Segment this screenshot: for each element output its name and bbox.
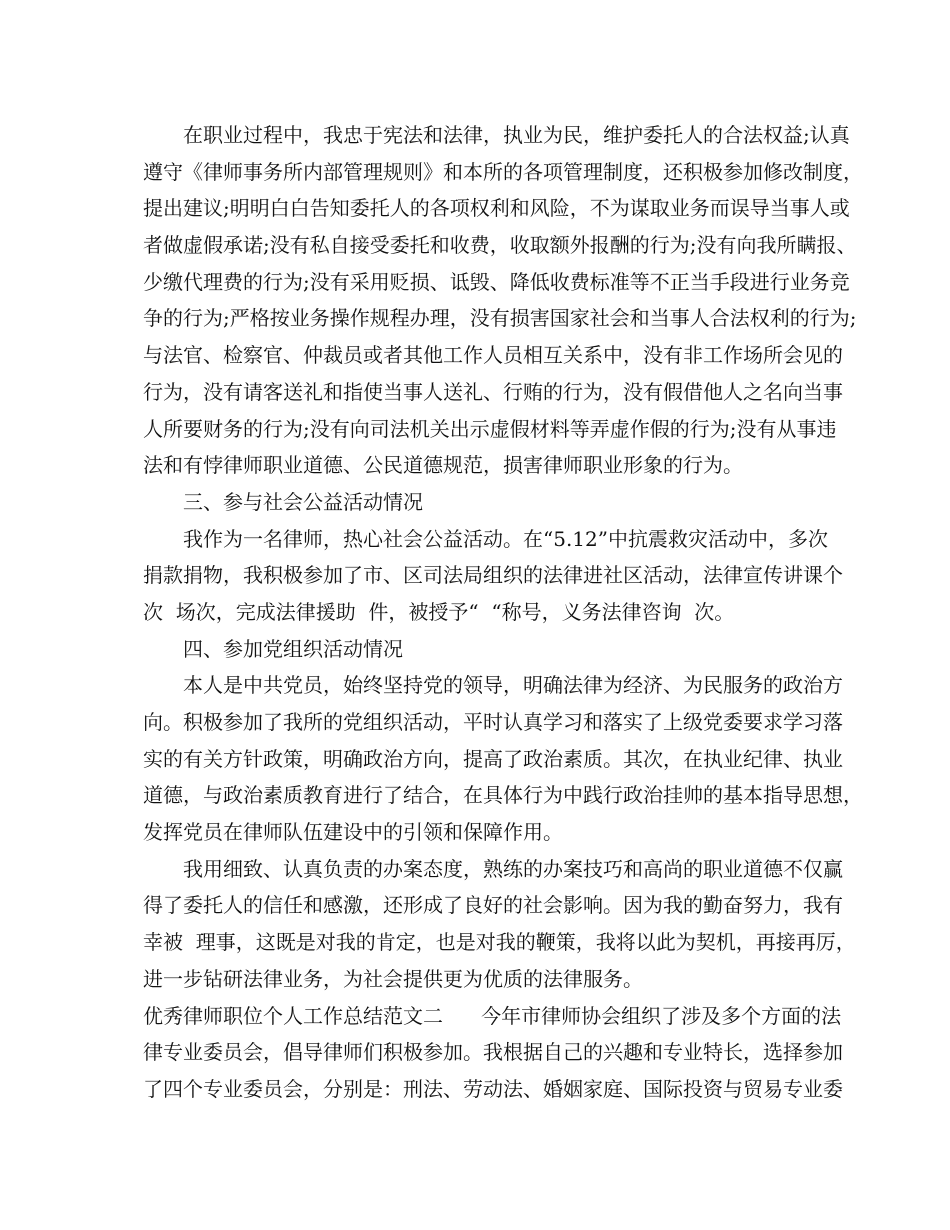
paragraph-line: 与法官、检察官、仲裁员或者其他工作人员相互关系中，没有非工作场所会见的 bbox=[143, 343, 843, 368]
paragraph-line: 向。积极参加了我所的党组织活动，平时认真学习和落实了上级党委要求学习落 bbox=[143, 710, 843, 734]
paragraph-line: 本人是中共党员，始终坚持党的领导，明确法律为经济、为民服务的政治方 bbox=[183, 673, 843, 698]
document-body bbox=[143, 117, 863, 1108]
paragraph-line: 行为，没有请客送礼和指使当事人送礼、行贿的行为，没有假借他人之名向当事 bbox=[143, 379, 843, 404]
paragraph-line: 实的有关方针政策，明确政治方向，提高了政治素质。其次，在执业纪律、执业 bbox=[143, 746, 843, 771]
paragraph-line: 道德，与政治素质教育进行了结合，在具体行为中践行政治挂帅的基本指导思想， bbox=[143, 783, 863, 808]
paragraph-line: 人所要财务的行为;没有向司法机关出示虚假材料等弄虚作假的行为;没有从事违 bbox=[143, 416, 837, 441]
section-heading: 四、参加党组织活动情况 bbox=[183, 636, 403, 661]
paragraph-line: 提出建议;明明白白告知委托人的各项权利和风险，不为谋取业务而误导当事人或 bbox=[143, 196, 850, 221]
paragraph-line: 捐款捐物，我积极参加了市、区司法局组织的法律进社区活动，法律宣传讲课个 bbox=[143, 563, 843, 588]
paragraph-line: 在职业过程中，我忠于宪法和法律，执业为民，维护委托人的合法权益;认真 bbox=[183, 123, 850, 147]
paragraph-line: 发挥党员在律师队伍建设中的引领和保障作用。 bbox=[143, 820, 563, 845]
paragraph-line: 了四个专业委员会，分别是：刑法、劳动法、婚姻家庭、国际投资与贸易专业委 bbox=[143, 1076, 843, 1101]
paragraph-line: 争的行为;严格按业务操作规程办理，没有损害国家社会和当事人合法权利的行为; bbox=[143, 306, 857, 331]
article-title-line: 优秀律师职位个人工作总结范文二 今年市律师协会组织了涉及多个方面的法 bbox=[143, 1003, 842, 1028]
paragraph-line: 幸被 理事，这既是对我的肯定，也是对我的鞭策，我将以此为契机，再接再厉， bbox=[143, 930, 856, 955]
section-heading: 三、参与社会公益活动情况 bbox=[183, 489, 423, 514]
paragraph-line: 律专业委员会，倡导律师们积极参加。我根据自己的兴趣和专业特长，选择参加 bbox=[143, 1040, 843, 1065]
paragraph-line: 我作为一名律师，热心社会公益活动。在“5.12”中抗震救灾活动中，多次 bbox=[183, 526, 828, 551]
paragraph-line: 遵守《律师事务所内部管理规则》和本所的各项管理制度，还积极参加修改制度， bbox=[143, 159, 863, 184]
paragraph-line: 我用细致、认真负责的办案态度，熟练的办案技巧和高尚的职业道德不仅赢 bbox=[183, 856, 843, 881]
paragraph-line: 次 场次，完成法律援助 件，被授予“ “称号，义务法律咨询 次。 bbox=[143, 599, 735, 624]
paragraph-line: 进一步钻研法律业务，为社会提供更为优质的法律服务。 bbox=[143, 966, 643, 991]
paragraph-line: 法和有悖律师职业道德、公民道德规范，损害律师职业形象的行为。 bbox=[143, 453, 743, 478]
paragraph-line: 得了委托人的信任和感激，还形成了良好的社会影响。因为我的勤奋努力，我有 bbox=[143, 893, 843, 918]
paragraph-line: 少缴代理费的行为;没有采用贬损、诋毁、降低收费标准等不正当手段进行业务竞 bbox=[143, 269, 850, 294]
paragraph-line: 者做虚假承诺;没有私自接受委托和收费，收取额外报酬的行为;没有向我所瞒报、 bbox=[143, 233, 857, 258]
